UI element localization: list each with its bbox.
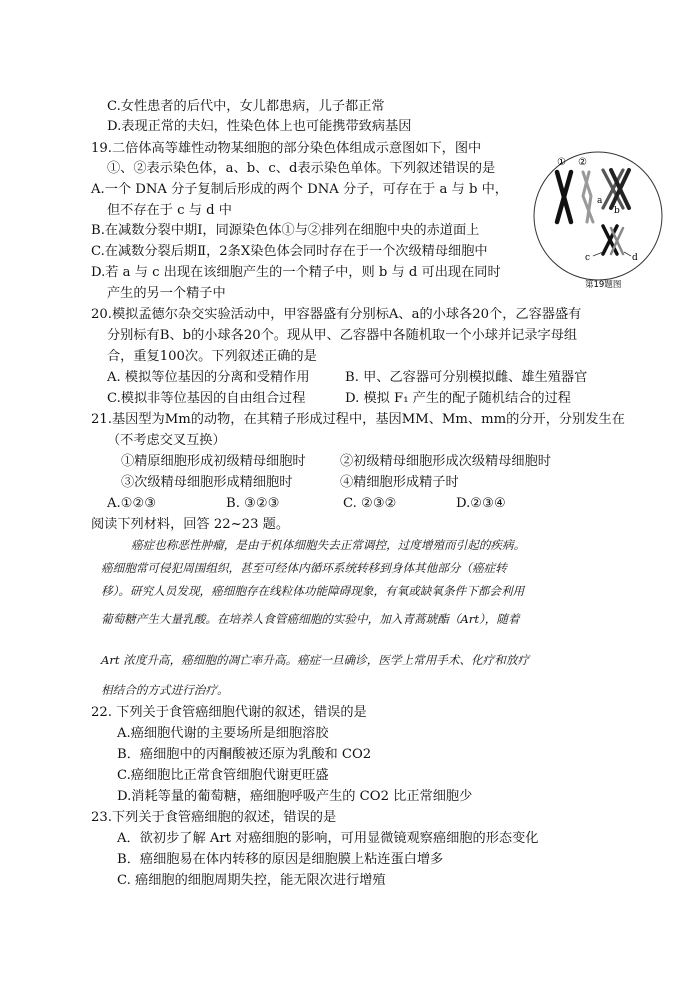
q23-option-b: B．癌细胞易在体内转移的原因是细胞膜上粘连蛋白增多 — [117, 852, 444, 867]
q22-option-d: D.消耗等量的葡萄糖，癌细胞呼吸产生的 CO2 比正常细胞少 — [117, 789, 473, 804]
q23-option-c: C. 癌细胞的细胞周期失控，能无限次进行增殖 — [117, 873, 386, 888]
q20-stem-line3: 合，重复100次。下列叙述正确的是 — [107, 349, 317, 364]
q19-option-a: A.一个 DNA 分子复制后形成的两个 DNA 分子，可存在于 a 与 b 中， — [91, 182, 508, 197]
q20-stem-line1: 20.模拟孟德尔杂交实验活动中，甲容器盛有分别标A、a的小球各20个，乙容器盛有 — [91, 307, 582, 322]
passage-line4: 葡萄糖产生大量乳酸。在培养人食管癌细胞的实验中，加入青蒿琥酯（Art），随着 — [101, 612, 520, 626]
q22-option-b: B．癌细胞中的丙酮酸被还原为乳酸和 CO2 — [117, 747, 372, 762]
q21-option-d: D.②③④ — [456, 496, 506, 511]
q23-option-a: A．欲初步了解 Art 对癌细胞的影响，可用显微镜观察癌细胞的形态变化 — [117, 831, 539, 846]
q19-option-d-cont: 产生的另一个精子中 — [107, 286, 226, 301]
q22-option-c: C.癌细胞比正常食管细胞代谢更旺盛 — [117, 768, 329, 783]
q20-option-a: A. 模拟等位基因的分离和受精作用 — [107, 370, 310, 385]
q21-item-3: ③次级精母细胞形成精细胞时 — [121, 475, 293, 490]
chromosome-small — [603, 226, 623, 254]
q19-stem-line2: ①、②表示染色体，a、b、c、d表示染色单体。下列叙述错误的是 — [107, 161, 496, 176]
q23-stem: 23.下列关于食管癌细胞的叙述，错误的是 — [91, 810, 337, 825]
q21-stem-line2: （不考虑交叉互换） — [107, 433, 226, 448]
q21-item-2: ②初级精母细胞形成次级精母细胞时 — [340, 454, 551, 469]
q19-stem-line1: 19.二倍体高等雄性动物某细胞的部分染色体组成示意图如下，图中 — [91, 141, 482, 156]
chromosome-2 — [583, 172, 593, 222]
q19-option-c: C.在减数分裂后期Ⅱ，2条X染色体会同时存在于一个次级精母细胞中 — [91, 244, 488, 259]
q20-option-b: B. 甲、乙容器可分别模拟雌、雄生殖器官 — [345, 370, 588, 385]
q21-option-a: A.①②③ — [107, 496, 157, 511]
passage-line3: 移）。研究人员发现，癌细胞存在线粒体功能障碍现象，有氧或缺氧条件下都会利用 — [101, 584, 525, 598]
q21-option-c: C. ②③② — [343, 496, 397, 511]
chromosome-1 — [557, 172, 571, 222]
q20-option-d: D. 模拟 F₁ 产生的配子随机结合的过程 — [345, 391, 571, 406]
q21-stem-line1: 21.基因型为Mm的动物，在其精子形成过程中，基因MM、Mm、mm的分开，分别发生在 — [91, 412, 625, 427]
q19-option-d: D.若 a 与 c 出现在该细胞产生的一个精子中，则 b 与 d 可出现在同时 — [91, 265, 501, 280]
passage-line2: 癌细胞常可侵犯周围组织，甚至可经体内循环系统转移到身体其他部分（癌症转 — [101, 561, 507, 575]
q19-option-a-cont: 但不存在于 c 与 d 中 — [107, 203, 232, 218]
q21-option-b: B. ③②③ — [226, 496, 280, 511]
q18-option-d: D.表现正常的夫妇，性染色体上也可能携带致病基因 — [107, 119, 412, 134]
chromosome-1-label: ① — [557, 157, 566, 168]
chromosome-x-pair — [603, 170, 629, 208]
q18-option-c: C.女性患者的后代中，女儿都患病，儿子都正常 — [107, 99, 385, 114]
q22-option-a: A.癌细胞代谢的主要场所是细胞溶胶 — [117, 726, 329, 741]
q19-option-b: B.在减数分裂中期Ⅰ，同源染色体①与②排列在细胞中央的赤道面上 — [91, 223, 480, 238]
reading-instruction: 阅读下列材料，回答 22~23 题。 — [91, 517, 290, 532]
passage-line5: Art 浓度升高，癌细胞的凋亡率升高。癌症一旦确诊，医学上常用手术、化疗和放疗 — [101, 653, 530, 667]
q21-item-1: ①精原细胞形成初级精母细胞时 — [121, 454, 306, 469]
chromatid-d-label: d — [632, 253, 638, 263]
passage-line6: 相结合的方式进行治疗。 — [101, 683, 229, 697]
passage-line1: 癌症也称恶性肿瘤，是由于机体细胞失去正常调控，过度增殖而引起的疾病。 — [131, 538, 526, 552]
q21-item-4: ④精细胞形成精子时 — [340, 475, 459, 490]
q22-stem: 22. 下列关于食管癌细胞代谢的叙述，错误的是 — [91, 705, 367, 720]
chromatid-c-label: c — [585, 253, 591, 263]
chromatid-a-label: a — [597, 196, 603, 206]
q20-option-c: C.模拟非等位基因的自由组合过程 — [107, 391, 306, 406]
chromosome-2-label: ② — [578, 157, 587, 168]
chromatid-b-label: b — [614, 206, 620, 216]
chromosome-figure — [531, 148, 666, 290]
figure-caption: 第19题图 — [585, 280, 622, 290]
q20-stem-line2: 分别标有B、b的小球各20个。现从甲、乙容器中各随机取一个小球并记录字母组 — [107, 328, 578, 343]
